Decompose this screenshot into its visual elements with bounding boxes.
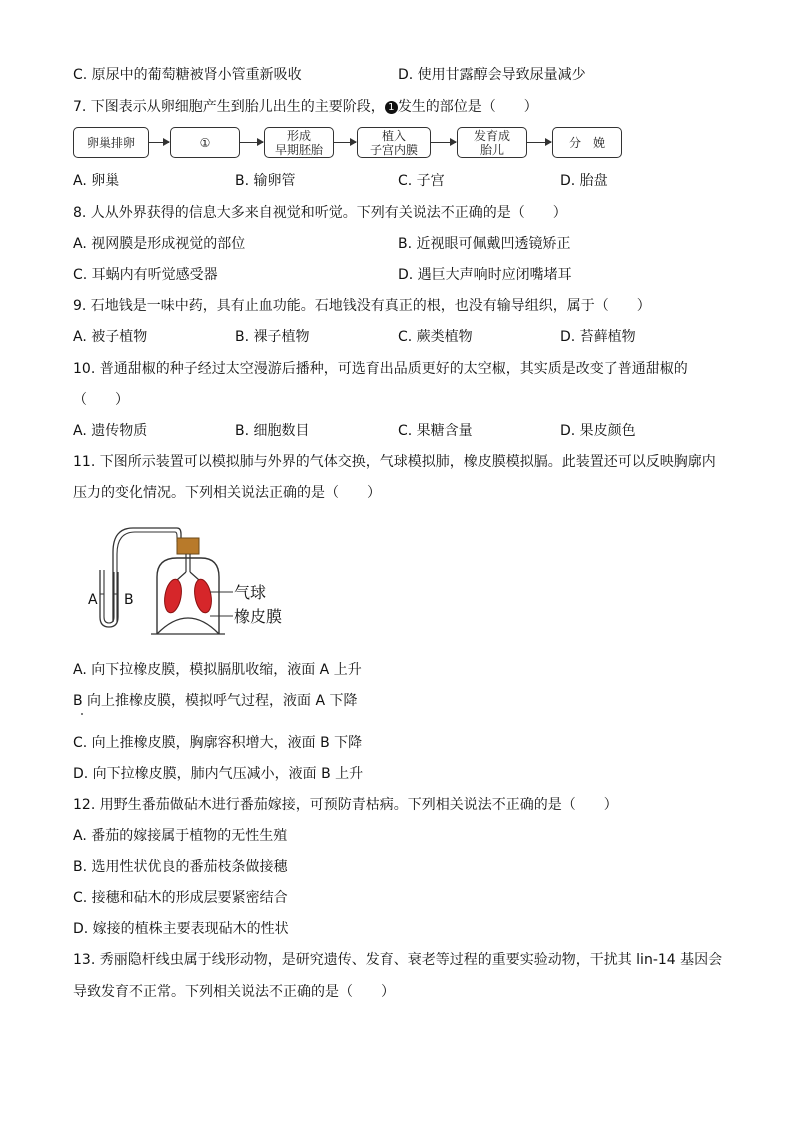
q10-option-c: C. 果糖含量 [398, 423, 473, 439]
q8-option-a: A. 视网膜是形成视觉的部位 [73, 236, 246, 252]
flow-box-implantation: 植入 子宫内膜 [357, 127, 431, 158]
q7-option-a: A. 卵巢 [73, 173, 120, 189]
stray-dot [81, 713, 83, 715]
q9-option-d: D. 苔藓植物 [560, 329, 636, 345]
q11-option-b: B 向上推橡皮膜，模拟呼气过程，液面 A 下降 [73, 693, 358, 709]
q11-option-a: A. 向下拉橡皮膜，模拟膈肌收缩，液面 A 上升 [73, 662, 362, 678]
q9-stem: 9. 石地钱是一味中药，具有止血功能。石地钱没有真正的根，也没有输导组织，属于（ ） [73, 298, 651, 314]
q8-option-c: C. 耳蜗内有听觉感受器 [73, 267, 218, 283]
q10-option-a: A. 遗传物质 [73, 423, 148, 439]
q10-paren: （ ） [73, 392, 129, 408]
label-b: B [124, 592, 134, 608]
q7-option-d: D. 胎盘 [560, 173, 608, 189]
q11-option-c: C. 向上推橡皮膜，胸廓容积增大，液面 B 下降 [73, 735, 363, 751]
q12-option-b: B. 选用性状优良的番茄枝条做接穗 [73, 859, 288, 875]
flow-box-fetus: 发育成 胎儿 [457, 127, 527, 158]
q12-stem: 12. 用野生番茄做砧木进行番茄嫁接，可预防青枯病。下列相关说法不正确的是（ ） [73, 797, 618, 813]
q9-option-c: C. 蕨类植物 [398, 329, 473, 345]
flow-arrow-5 [527, 142, 551, 143]
circled-one-marker: 1 [385, 101, 398, 114]
q9-option-b: B. 裸子植物 [235, 329, 310, 345]
q13-stem-line1: 13. 秀丽隐杆线虫属于线形动物，是研究遗传、发育、衰老等过程的重要实验动物，干扰其 lin-14 基因会 [73, 952, 723, 968]
q10-option-b: B. 细胞数目 [235, 423, 310, 439]
q12-option-d: D. 嫁接的植株主要表现砧木的性状 [73, 921, 289, 937]
q10-option-d: D. 果皮颜色 [560, 423, 636, 439]
flow-box-blank: ① [170, 127, 240, 158]
q7-stem-post: 发生的部位是（ ） [397, 99, 538, 115]
q12-option-c: C. 接穗和砧木的形成层要紧密结合 [73, 890, 288, 906]
q9-option-a: A. 被子植物 [73, 329, 148, 345]
left-balloon [162, 578, 184, 614]
q13-stem-line2: 导致发育不正常。下列相关说法不正确的是（ ） [73, 984, 395, 1000]
flow-box-early-embryo: 形成 早期胚胎 [264, 127, 334, 158]
q7-stem-pre: 7. 下图表示从卵细胞产生到胎儿出生的主要阶段， [73, 99, 385, 115]
label-balloon: 气球 [234, 583, 267, 602]
q8-option-b: B. 近视眼可佩戴凹透镜矫正 [398, 236, 571, 252]
q7-stem [73, 98, 538, 116]
q8-option-d: D. 遇巨大声响时应闭嘴堵耳 [398, 267, 572, 283]
flow-arrow-4 [431, 142, 456, 143]
label-a: A [88, 592, 98, 608]
label-rubber-membrane: 橡皮膜 [234, 607, 283, 626]
right-balloon [192, 578, 214, 614]
q7-option-b: B. 输卵管 [235, 173, 296, 189]
flow-arrow-1 [149, 142, 169, 143]
q11-option-d: D. 向下拉橡皮膜，肺内气压减小，液面 B 上升 [73, 766, 364, 782]
q6-option-c: C. 原尿中的葡萄糖被肾小管重新吸收 [73, 67, 302, 83]
q11-stem-line1: 11. 下图所示装置可以模拟肺与外界的气体交换，气球模拟肺，橡皮膜模拟膈。此装置还可以反映胸廓内 [73, 454, 716, 470]
q10-stem: 10. 普通甜椒的种子经过太空漫游后播种，可选育出品质更好的太空椒，其实质是改变了普通甜椒的 [73, 361, 688, 377]
q8-stem: 8. 人从外界获得的信息大多来自视觉和听觉。下列有关说法不正确的是（ ） [73, 205, 567, 221]
rubber-membrane [157, 618, 219, 634]
flow-box-ovulation: 卵巢排卵 [73, 127, 149, 158]
u-tube [100, 570, 118, 627]
cork-stopper [177, 538, 199, 554]
q12-option-a: A. 番茄的嫁接属于植物的无性生殖 [73, 828, 288, 844]
flow-arrow-3 [334, 142, 356, 143]
q6-option-d: D. 使用甘露醇会导致尿量减少 [398, 67, 586, 83]
q11-stem-line2: 压力的变化情况。下列相关说法正确的是（ ） [73, 485, 381, 501]
q7-option-c: C. 子宫 [398, 173, 445, 189]
flow-arrow-2 [240, 142, 263, 143]
flow-box-delivery: 分 娩 [552, 127, 622, 158]
